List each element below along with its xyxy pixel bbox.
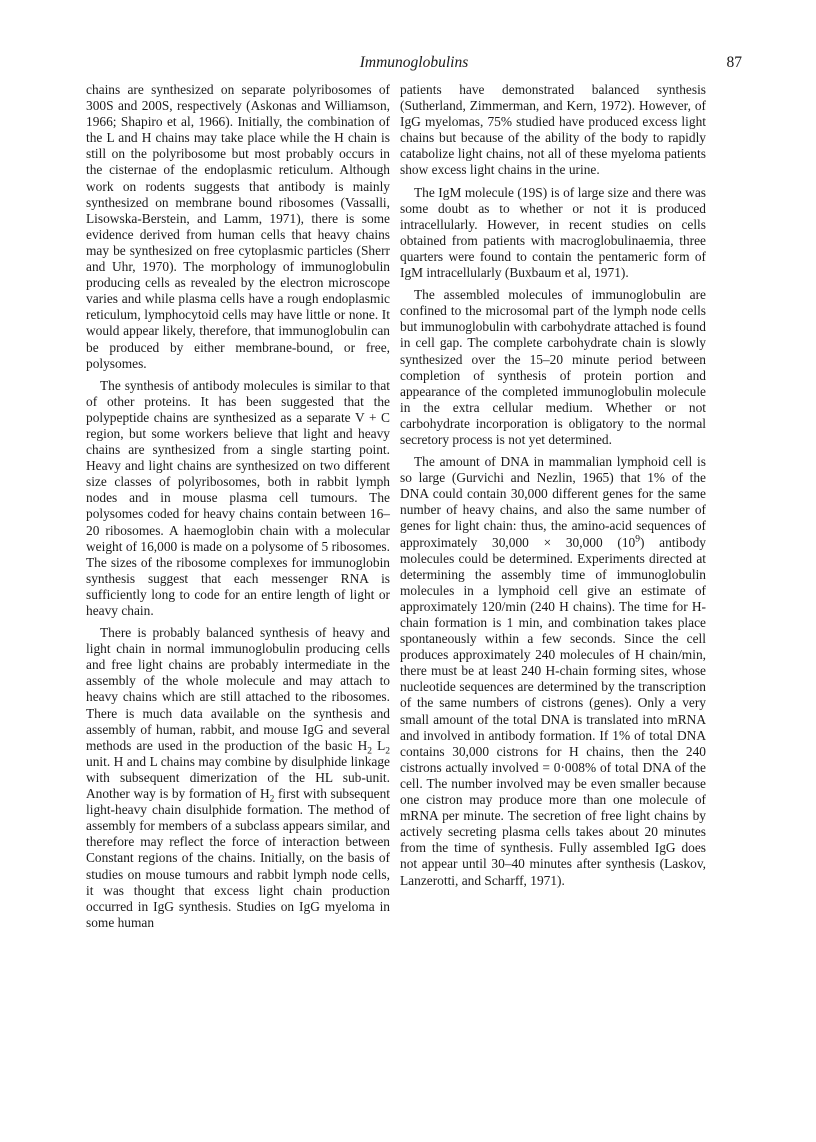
running-title: Immunoglobulins (359, 54, 469, 71)
page-number: 87 (726, 54, 742, 71)
text-run: The amount of DNA in mammalian lymphoid cell is so large (Gurvichi and Nezlin, 1965) that 1% of the DNA could contain 30,000 different genes for the same number of heavy chains, and also the same number of genes for light chain: thus, the amino-acid sequences of approximately 30,000 × 30,000 (10 (400, 454, 706, 550)
right-column (400, 82, 706, 895)
paragraph: The assembled molecules of immunoglobulin are confined to the microsomal part of the lymph node cells but immunoglobulin with carbohydrate attached is found in cell gap. The complete carbohydrate chain is slowly synthesized over the 15–20 minute period between completion of synthesis of protein portion and appearance of the completed immunoglobulin molecule in the extra cellular medium. Whether or not carbohydrate incorporation is obligatory to the normal secretory process is not yet determined. (400, 287, 706, 447)
text-run: There is probably balanced synthesis of heavy and light chain in normal immunoglobulin producing cells and free light chains are probably intermediate in the assembly of the whole molecule and may attach to heavy chains which are still attached to the ribosomes. There is much data available on the synthesis and assembly of human, rabbit, and mouse IgG and several methods are used in the production of the basic H (86, 625, 390, 753)
subscript: 2 (385, 746, 391, 757)
paragraph: patients have demonstrated balanced synthesis (Sutherland, Zimmerman, and Kern, 1972). However, of IgG myelomas, 75% studied have produced excess light chains but because of the ability of the body to rapidly catabolize light chains, not all of these myeloma patients show excess light chains in the urine. (400, 82, 706, 178)
paragraph: The synthesis of antibody molecules is similar to that of other proteins. It has been suggested that the polypeptide chains are synthesized as a separate V + C region, but some workers believe that light and heavy chains are synthesized from a single starting point. Heavy and light chains are synthesized on two different size classes of polyribosomes, both in rabbit lymph nodes and in mouse plasma cell tumours. The polysomes coded for heavy chains contain between 16–20 ribosomes. A haemoglobin chain with a molecular weight of 16,000 is made on a polysome of 5 ribosomes. The sizes of the ribosome complexes for immunoglobin synthesis suggest that each messenger RNA is sufficiently long to code for an entire length of light or heavy chain. (86, 377, 390, 618)
page-header (86, 52, 742, 76)
paragraph (86, 625, 390, 931)
paragraph: chains are synthesized on separate polyribosomes of 300S and 200S, respectively (Askonas and Williamson, 1966; Shapiro et al, 1966). Initially, the combination of the L and H chains may take place while the H chain is still on the polyribosome but most probably occurs in the cisternae of the endoplasmic reticulum. Although work on rodents suggests that antibody is mainly synthesized on membrane bound ribosomes (Vassalli, Lisowska-Berstein, and Lamm, 1971), there is some evidence derived from human cells that heavy chains may be synthesized on free cytoplasmic particles (Sherr and Uhr, 1970). The morphology of immunoglobulin producing cells as revealed by the electron microscope varies and while plasma cells have a rough endoplasmic reticulum, lymphocytoid cells may have little or none. It would appear likely, therefore, that immunoglobulin can be produced by either membrane-bound, or free, polysomes. (86, 82, 390, 371)
text-run: first with subsequent light-heavy chain disulphide formation. The method of assembly for members of a subclass appears similar, and therefore may reflect the force of interaction between Constant regions of the chains. Initially, on the basis of studies on mouse tumours and rabbit lymph node cells, it was thought that excess light chain production occurred in IgG synthesis. Studies on IgG myeloma in some human (86, 786, 390, 930)
left-column (86, 82, 390, 937)
paragraph: The IgM molecule (19S) is of large size and there was some doubt as to whether or not it is produced intracellularly. However, in recent studies on cells obtained from patients with macroglobulinaemia, three quarters were found to contain the pentameric form of IgM intracellularly (Buxbaum et al, 1971). (400, 184, 706, 281)
text-run: unit. H and L chains may combine by disulphide linkage with subsequent dimerization of the HL sub-unit. Another way is by formation of H (86, 753, 390, 802)
superscript: 9 (635, 534, 640, 545)
subscript: 2 (367, 746, 373, 757)
text-run: L (372, 737, 386, 753)
text-run: ) antibody molecules could be determined. Experiments directed at determining the assembly time of immunoglobulin molecules in a lymphoid cell give an estimate of approximately 120/min (240 H chains). The time for H-chain formation is 1 min, and combination takes place spontaneously within a few seconds. Since the cell produces approximately 240 molecules of H chain/min, there must be at least 240 H-chain forming sites, whose nucleotide sequences are determined by the transcription of the same numbers of cistrons (genes). Only a very small amount of the total DNA is translated into mRNA and involved in antibody formation. If 1% of total DNA contains 30,000 cistrons for H chains, then the 240 cistrons actually involved = 0·008% of total DNA of the cell. The number involved may be even smaller because one cistron may produce more than one molecule of mRNA per minute. The secretion of free light chains by actively secreting plasma cells takes about 20 minutes from the time of synthesis. Fully assembled IgG does not appear until 30–40 minutes after synthesis (Laskov, Lanzerotti, and Scharff, 1971). (400, 534, 706, 888)
paragraph (400, 454, 706, 889)
subscript: 2 (269, 794, 275, 805)
